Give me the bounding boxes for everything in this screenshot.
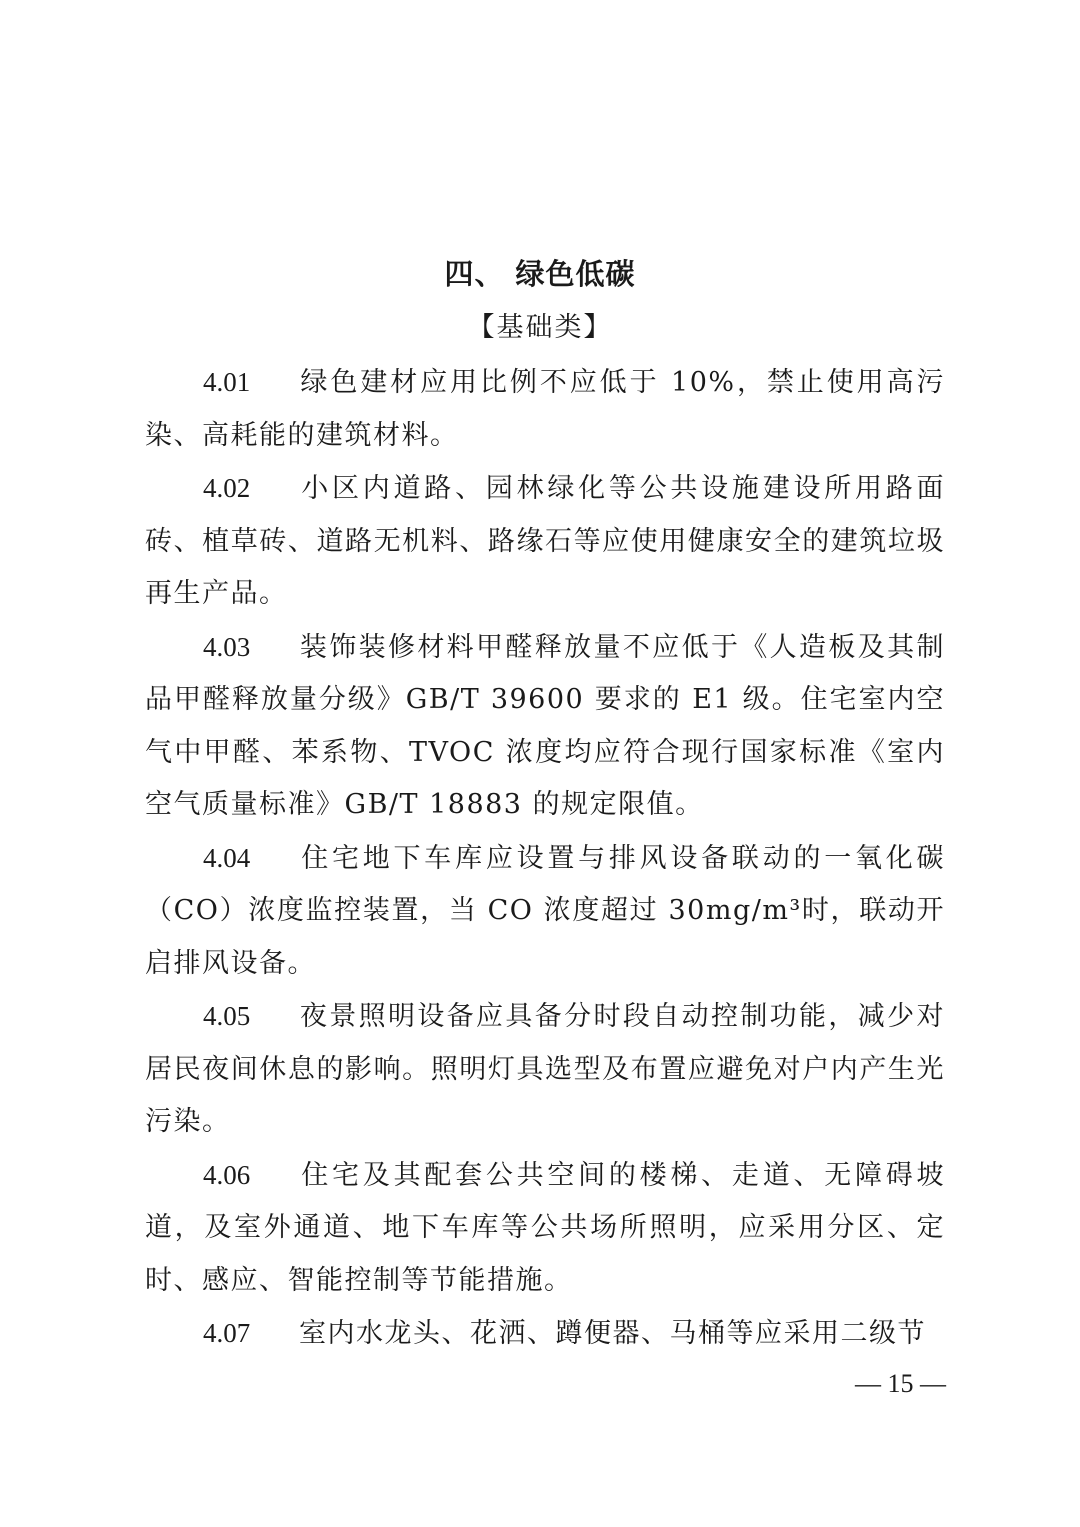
- clause-number: 4.03: [203, 631, 251, 662]
- clause-text: 住宅及其配套公共空间的楼梯、走道、无障碍坡道，及室外通道、地下车库等公共场所照明，应采用分区、定时、感应、智能控制等节能措施。: [145, 1159, 945, 1296]
- clause-4-04: [145, 832, 945, 991]
- clause-text: 夜景照明设备应具备分时段自动控制功能，减少对居民夜间休息的影响。照明灯具选型及布置应避免对户内产生光污染。: [145, 1001, 945, 1137]
- section-title: 四、 绿色低碳: [444, 257, 636, 291]
- clause-4-06: [145, 1149, 945, 1308]
- clause-number: 4.06: [203, 1159, 251, 1190]
- clause-4-05: [145, 990, 945, 1149]
- clause-text: 装饰装修材料甲醛释放量不应低于《人造板及其制品甲醛释放量分级》GB/T 39600 要求的 E1 级。住宅室内空气中甲醛、苯系物、TVOC 浓度均应符合现行国家标准《室内空气质量标准》GB/T 18883 的规定限值。: [145, 631, 945, 820]
- clause-text: 室内水龙头、花洒、蹲便器、马桶等应采用二级节: [299, 1318, 926, 1349]
- clause-text: 小区内道路、园林绿化等公共设施建设所用路面砖、植草砖、道路无机料、路缘石等应使用健康安全的建筑垃圾再生产品。: [145, 473, 945, 609]
- clause-text: 住宅地下车库应设置与排风设备联动的一氧化碳（CO）浓度监控装置，当 CO 浓度超过 30mg/m³时，联动开启排风设备。: [145, 842, 945, 979]
- category-subheading: 【基础类】: [467, 312, 613, 343]
- clause-number: 4.02: [203, 473, 251, 503]
- clause-4-01: [145, 356, 945, 462]
- clause-number: 4.04: [203, 842, 251, 873]
- page-number: — 15 —: [855, 1369, 946, 1398]
- clause-number: 4.07: [203, 1318, 251, 1348]
- clause-4-07: [145, 1307, 945, 1361]
- clause-number: 4.05: [203, 1001, 251, 1031]
- clause-4-02: [145, 462, 945, 621]
- clause-number: 4.01: [203, 367, 251, 397]
- clause-text: 绿色建材应用比例不应低于 10%，禁止使用高污染、高耗能的建筑材料。: [145, 367, 945, 451]
- clause-list: [145, 356, 945, 1361]
- clause-4-03: [145, 621, 945, 832]
